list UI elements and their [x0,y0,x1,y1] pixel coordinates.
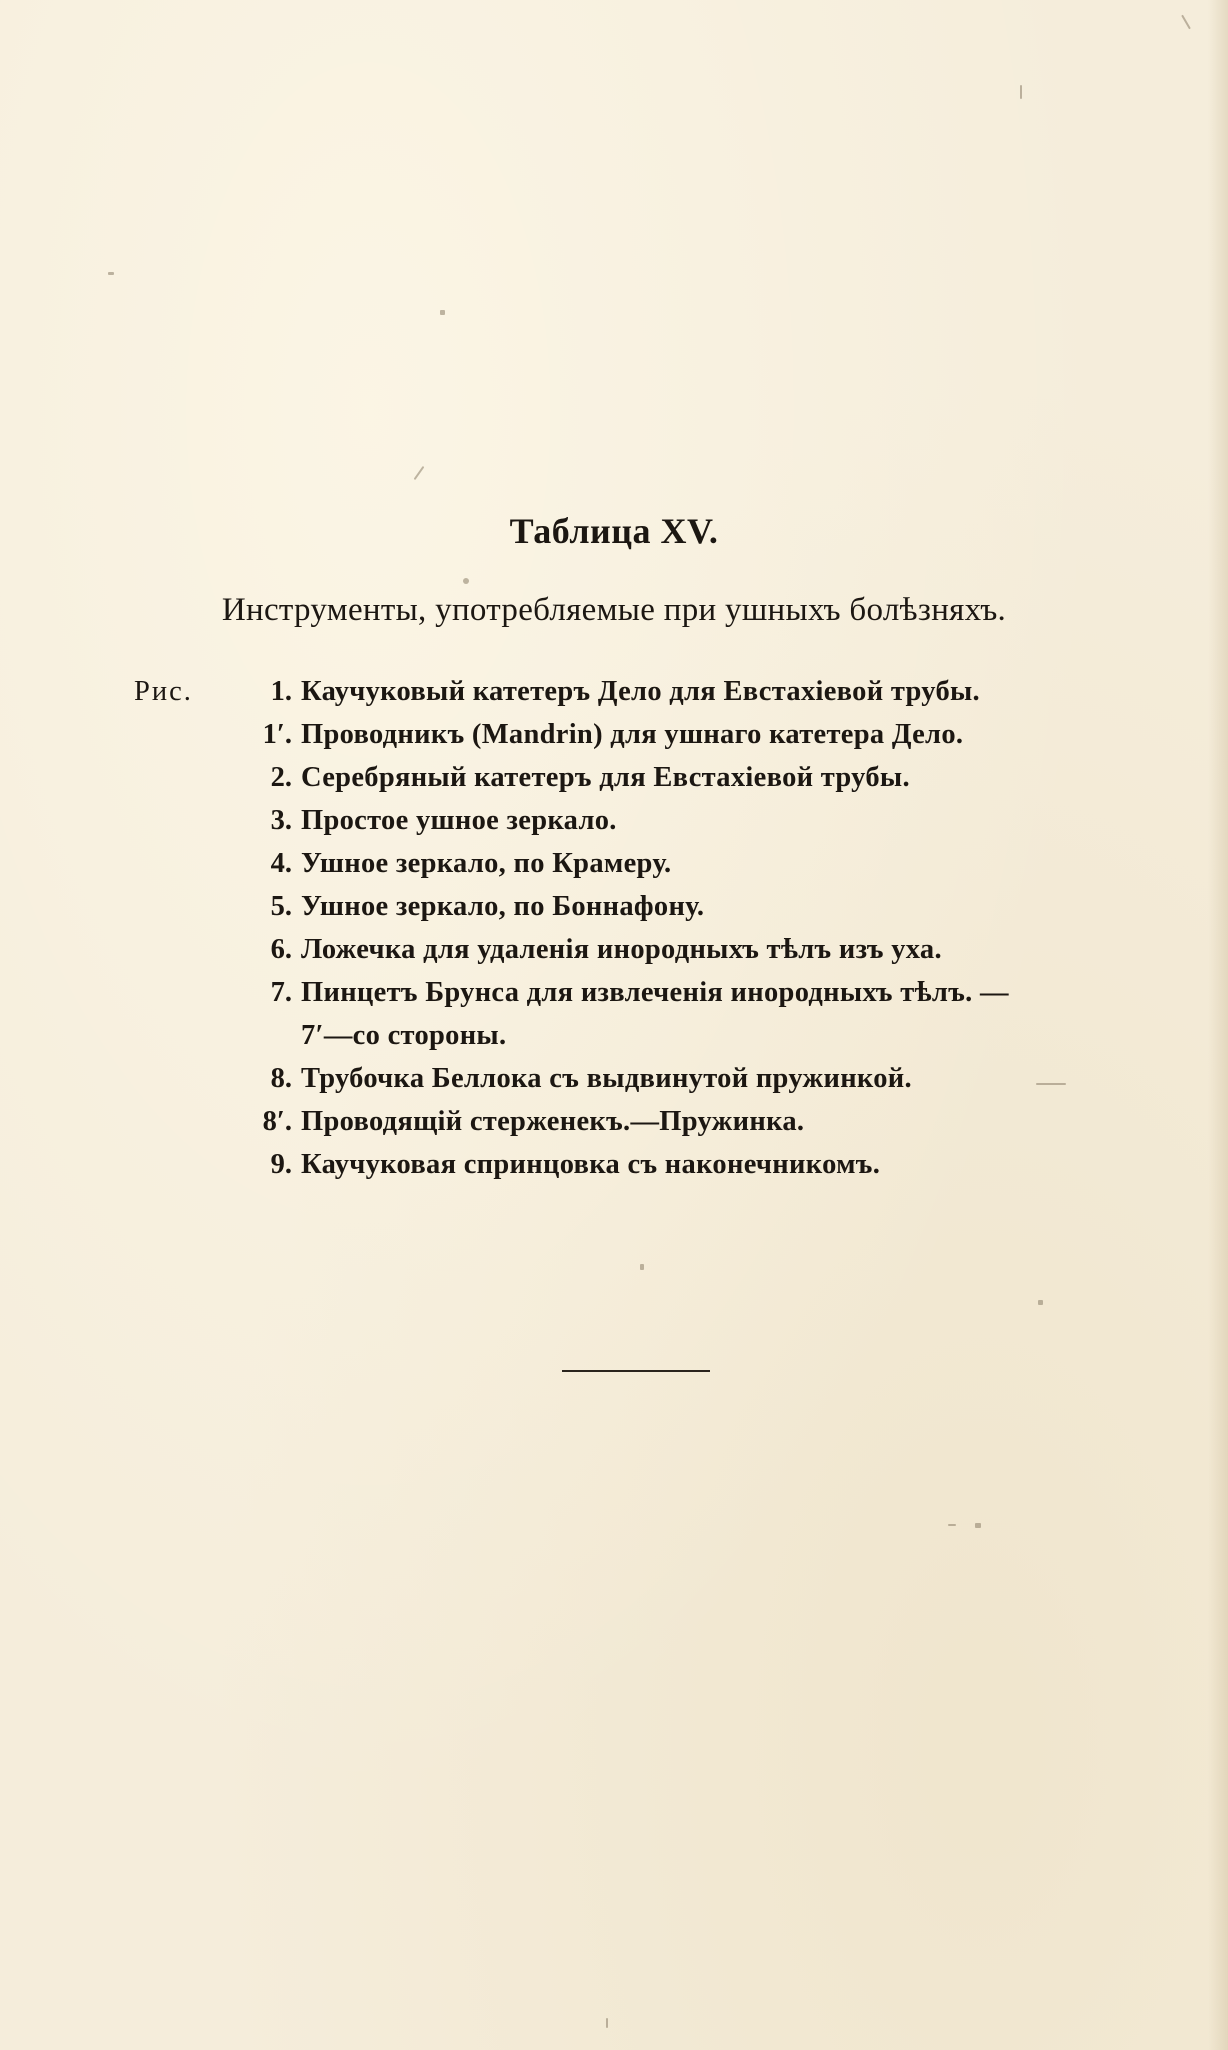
figure-list [134,670,1134,1186]
list-item [134,799,1134,842]
list-item [134,713,1134,756]
list-item [134,971,1134,1014]
paper-speck [414,466,425,480]
paper-speck [108,272,114,275]
list-item [134,885,1134,928]
figure-description: Серебряный катетеръ для Евстахіевой трубы. [301,762,910,793]
paper-speck [640,1264,644,1270]
figure-number: 2. [270,762,292,793]
figures-prefix: Рис. [134,676,193,707]
paper-speck [440,310,445,315]
section-divider [562,1370,710,1372]
figure-number: 9. [270,1149,292,1180]
list-item [134,1057,1134,1100]
figure-description: Пинцетъ Брунса для извлеченія инородныхъ тѣлъ. — [301,977,1009,1008]
list-item [134,842,1134,885]
list-item [134,1143,1134,1186]
list-item [134,928,1134,971]
figure-description: Каучуковый катетеръ Дело для Евстахіевой трубы. [301,676,980,707]
paper-speck [1020,85,1022,99]
figure-number: 1. [270,676,292,707]
figure-number: 4. [270,848,292,879]
page-edge-shadow [1208,0,1228,2050]
figure-description: Простое ушное зеркало. [301,805,617,836]
paper-speck [1038,1300,1043,1305]
figure-description: Проводящій стерженекъ.—Пружинка. [301,1106,805,1137]
list-item [134,756,1134,799]
figure-number: 1′. [262,719,292,750]
list-item [134,1014,1134,1057]
figure-description: Ложечка для удаленія инородныхъ тѣлъ изъ уха. [301,934,942,965]
paper-speck [948,1524,956,1526]
figure-description: Ушное зеркало, по Крамеру. [301,848,672,879]
figure-description: 7′—со стороны. [301,1020,507,1051]
figure-number: 8′. [262,1106,292,1137]
paper-speck [606,2018,608,2028]
figure-description: Каучуковая спринцовка съ наконечникомъ. [301,1149,881,1180]
figure-number: 8. [270,1063,292,1094]
paper-speck [463,578,469,584]
figure-number: 7. [270,977,292,1008]
figure-description: Трубочка Беллока съ выдвинутой пружинкой. [301,1063,912,1094]
figure-number: 6. [270,934,292,965]
table-title: Таблица XV. [509,511,719,551]
figure-number: 3. [270,805,292,836]
list-item [134,1100,1134,1143]
table-subtitle: Инструменты, употребляемые при ушныхъ болѣзняхъ. [221,592,1007,628]
figure-number: 5. [270,891,292,922]
list-item [134,670,1134,713]
paper-speck [975,1523,981,1528]
figure-description: Ушное зеркало, по Боннафону. [301,891,705,922]
figure-description: Проводникъ (Mandrin) для ушнаго катетера Дело. [301,719,964,750]
paper-speck [1181,15,1191,30]
